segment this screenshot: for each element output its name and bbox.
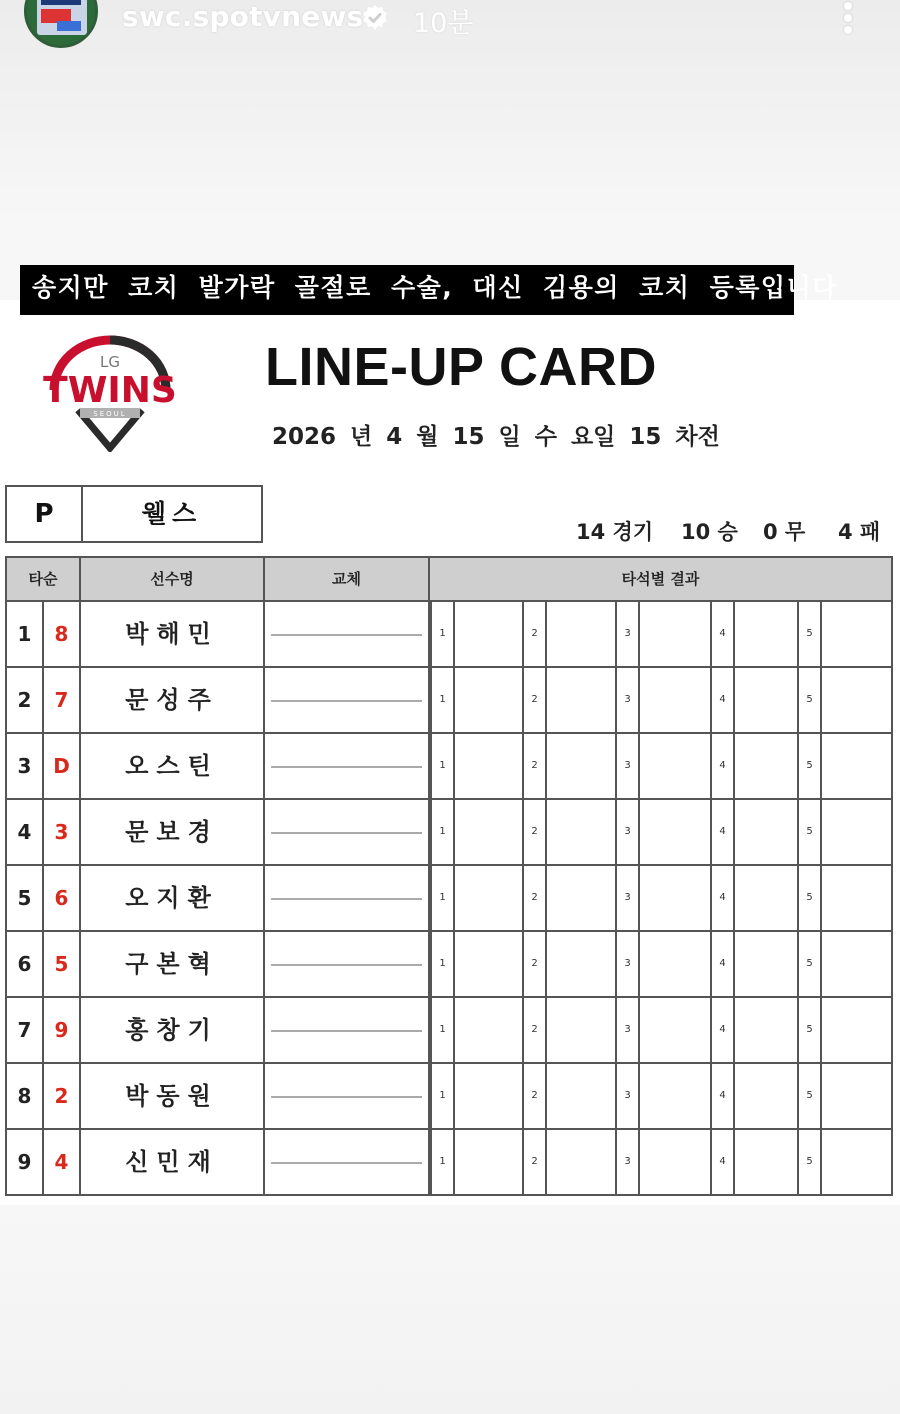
at-bat-result-cell [430,998,522,1062]
at-bat-result-cell [615,866,710,930]
lineup-row [5,932,893,998]
lineup-row [5,866,893,932]
substitute-line [271,766,422,768]
at-bat-result-cell [615,998,710,1062]
record-games: 14 경기 [576,520,654,544]
player-name: 오지환 [81,866,265,930]
lineup-row [5,734,893,800]
lineup-table [5,556,893,1195]
at-bat-result-cell [430,1130,522,1194]
header-batting-order: 타순 [7,558,81,600]
batting-order-number: 1 [7,602,44,666]
pitcher-position-label: P [7,487,83,541]
at-bat-result-cell [522,800,615,864]
at-bat-result-cell [615,932,710,996]
substitute-line [271,964,422,966]
at-bat-result-cell [430,800,522,864]
at-bat-number: 5 [797,734,822,798]
at-bat-number: 1 [430,668,455,732]
at-bat-result-cell [615,1130,710,1194]
record-wins: 10 승 [681,520,738,544]
at-bat-result-cell [797,1130,891,1194]
at-bat-number: 2 [522,998,547,1062]
at-bat-result-cell [522,1064,615,1128]
at-bat-result-cell [430,668,522,732]
at-bat-number: 2 [522,932,547,996]
player-name: 박해민 [81,602,265,666]
player-name: 문성주 [81,668,265,732]
batting-order-number: 9 [7,1130,44,1194]
game-date: 2026 년 4 월 15 일 수 요일 15 차전 [272,424,720,450]
at-bat-result-cell [797,998,891,1062]
at-bat-number: 2 [522,1130,547,1194]
at-bat-number: 3 [615,998,640,1062]
at-bat-result-cell [430,932,522,996]
lineup-row [5,1064,893,1130]
at-bat-result-cell [522,932,615,996]
substitute-cell [265,1064,430,1128]
at-bat-number: 5 [797,602,822,666]
at-bat-number: 4 [710,866,735,930]
story-header [0,0,900,50]
fielding-position: 7 [44,668,81,732]
at-bat-result-cell [710,998,797,1062]
at-bat-number: 4 [710,1064,735,1128]
at-bat-number: 5 [797,800,822,864]
at-bat-number: 4 [710,1130,735,1194]
at-bat-number: 2 [522,602,547,666]
at-bat-result-cell [615,800,710,864]
at-bat-result-cell [797,734,891,798]
player-name: 문보경 [81,800,265,864]
substitute-line [271,832,422,834]
at-bat-number: 1 [430,734,455,798]
batting-order-number: 8 [7,1064,44,1128]
at-bat-result-cell [710,800,797,864]
substitute-cell [265,734,430,798]
at-bat-result-cell [797,866,891,930]
at-bat-number: 5 [797,866,822,930]
at-bat-number: 3 [615,602,640,666]
lineup-row [5,800,893,866]
batting-order-number: 6 [7,932,44,996]
verified-badge-icon [361,4,389,32]
substitute-cell [265,932,430,996]
at-bat-number: 3 [615,734,640,798]
at-bat-number: 1 [430,932,455,996]
substitute-line [271,1030,422,1032]
at-bat-number: 1 [430,1064,455,1128]
table-header [5,556,893,602]
substitute-line [271,700,422,702]
pitcher-name: 웰스 [141,499,203,528]
at-bat-result-cell [430,866,522,930]
card-title: LINE-UP CARD [265,337,658,397]
at-bat-result-cell [522,998,615,1062]
at-bat-result-cell [797,800,891,864]
player-name: 홍창기 [81,998,265,1062]
at-bat-number: 2 [522,800,547,864]
at-bat-number: 3 [615,1130,640,1194]
batting-order-number: 2 [7,668,44,732]
at-bat-result-cell [615,1064,710,1128]
at-bat-number: 3 [615,932,640,996]
at-bat-result-cell [710,1130,797,1194]
at-bat-number: 4 [710,932,735,996]
logo-twins-text: TWINS [43,370,177,411]
at-bat-number: 4 [710,602,735,666]
at-bat-number: 1 [430,602,455,666]
at-bat-result-cell [710,734,797,798]
at-bat-result-cell [710,866,797,930]
account-username[interactable]: swc.spotvnews [122,0,364,33]
lg-twins-logo [40,330,180,452]
at-bat-number: 2 [522,734,547,798]
at-bat-number: 5 [797,932,822,996]
fielding-position: 4 [44,1130,81,1194]
header-substitute: 교체 [265,558,430,600]
substitute-line [271,1096,422,1098]
at-bat-result-cell [710,602,797,666]
fielding-position: 5 [44,932,81,996]
batting-order-number: 5 [7,866,44,930]
fielding-position: 6 [44,866,81,930]
fielding-position: 3 [44,800,81,864]
at-bat-result-cell [710,668,797,732]
at-bat-number: 3 [615,866,640,930]
player-name: 박동원 [81,1064,265,1128]
at-bat-number: 2 [522,668,547,732]
at-bat-result-cell [615,734,710,798]
logo-seoul-text: SEOUL [93,410,127,418]
at-bat-result-cell [710,932,797,996]
at-bat-number: 4 [710,668,735,732]
at-bat-result-cell [522,668,615,732]
more-options-icon[interactable] [836,0,860,36]
at-bat-number: 5 [797,1064,822,1128]
at-bat-result-cell [430,1064,522,1128]
at-bat-result-cell [522,602,615,666]
substitute-cell [265,602,430,666]
record-losses: 4 패 [838,520,881,544]
at-bat-number: 5 [797,668,822,732]
fielding-position: 8 [44,602,81,666]
at-bat-result-cell [797,602,891,666]
batting-order-number: 3 [7,734,44,798]
batting-order-number: 7 [7,998,44,1062]
at-bat-number: 5 [797,1130,822,1194]
logo-lg-text: LG [100,353,120,371]
at-bat-number: 4 [710,800,735,864]
batting-order-number: 4 [7,800,44,864]
lineup-row [5,668,893,734]
post-time-ago: 10분 [413,8,474,39]
player-name: 신민재 [81,1130,265,1194]
at-bat-result-cell [710,1064,797,1128]
at-bat-number: 3 [615,668,640,732]
at-bat-result-cell [615,668,710,732]
substitute-cell [265,800,430,864]
at-bat-number: 4 [710,998,735,1062]
substitute-cell [265,866,430,930]
fielding-position: 2 [44,1064,81,1128]
substitute-cell [265,998,430,1062]
lineup-row [5,998,893,1064]
at-bat-result-cell [797,1064,891,1128]
starting-pitcher-box [5,485,263,543]
at-bat-result-cell [797,668,891,732]
header-plate-results: 타석별 결과 [621,570,700,588]
story-caption: 송지만 코치 발가락 골절로 수술, 대신 김용의 코치 등록입니다 [20,265,794,315]
at-bat-number: 3 [615,1064,640,1128]
at-bat-result-cell [430,602,522,666]
at-bat-result-cell [430,734,522,798]
lineup-row [5,1130,893,1196]
at-bat-number: 1 [430,866,455,930]
at-bat-number: 2 [522,1064,547,1128]
at-bat-number: 5 [797,998,822,1062]
record-draws: 0 무 [763,520,806,544]
substitute-cell [265,668,430,732]
at-bat-result-cell [522,866,615,930]
at-bat-result-cell [522,734,615,798]
at-bat-number: 4 [710,734,735,798]
header-player-name: 선수명 [81,558,265,600]
avatar-magazine-image [37,0,87,35]
at-bat-number: 1 [430,1130,455,1194]
player-name: 구본혁 [81,932,265,996]
substitute-line [271,634,422,636]
at-bat-result-cell [615,602,710,666]
at-bat-result-cell [522,1130,615,1194]
lineup-row [5,602,893,668]
at-bat-number: 1 [430,998,455,1062]
at-bat-number: 2 [522,866,547,930]
fielding-position: D [44,734,81,798]
substitute-cell [265,1130,430,1194]
profile-avatar[interactable] [24,0,98,48]
substitute-line [271,1162,422,1164]
at-bat-result-cell [797,932,891,996]
at-bat-number: 3 [615,800,640,864]
at-bat-number: 1 [430,800,455,864]
player-name: 오스틴 [81,734,265,798]
fielding-position: 9 [44,998,81,1062]
substitute-line [271,898,422,900]
